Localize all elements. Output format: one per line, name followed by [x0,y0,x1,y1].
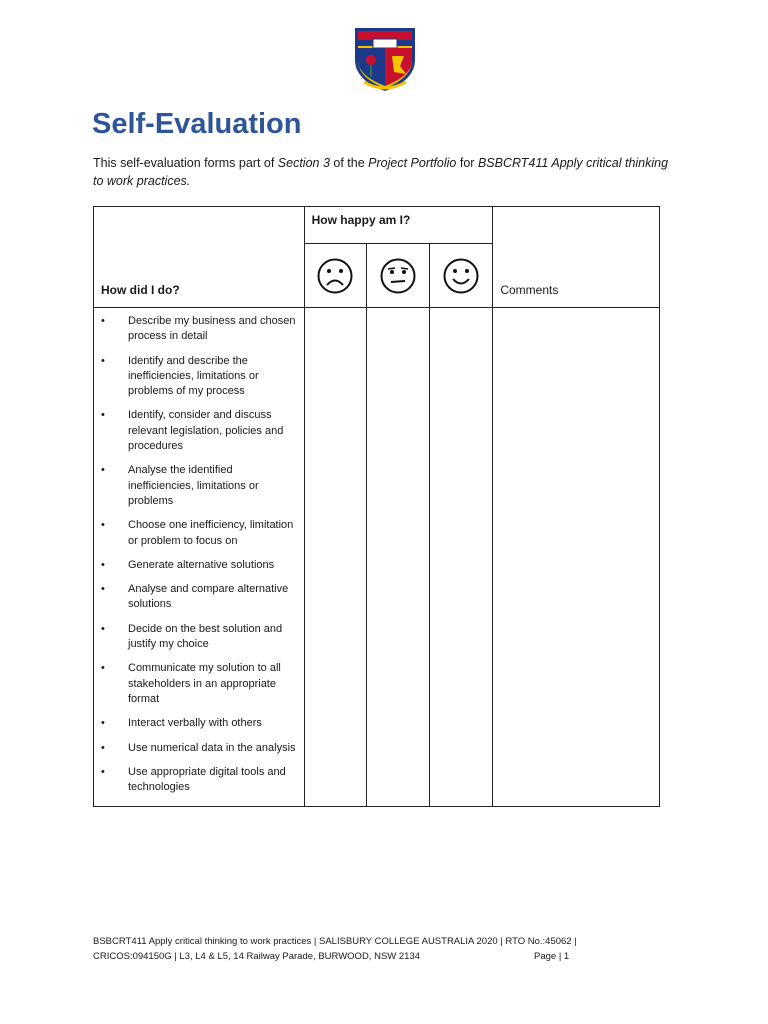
header-comments: Comments [493,207,660,308]
neutral-face-icon [379,257,417,295]
header-how-did-i-do: How did I do? [94,207,305,308]
page-number: Page | 1 [534,951,570,962]
intro-paragraph [93,154,673,190]
list-item: • Analyse and compare alternative solutions [101,583,289,611]
self-evaluation-table [93,206,660,807]
salisbury-college-crest-icon [352,22,418,92]
intro-portfolio-ref: Project Portfolio [368,156,457,170]
happy-face-icon [442,257,480,295]
neutral-face-cell[interactable] [366,244,430,308]
criteria-list [94,314,296,795]
happy-face-cell[interactable] [430,244,493,308]
page-title: Self-Evaluation [92,108,302,140]
sad-face-cell[interactable] [304,244,366,308]
list-item: • Generate alternative solutions [101,558,275,571]
list-item: • Identify, consider and discuss relevant legislation, policies and procedures [101,409,284,453]
header-how-happy: How happy am I? [304,207,493,244]
list-item: • Decide on the best solution and justify my choice [101,622,283,651]
intro-unit-ref: BSBCRT411 Apply critical thinking to work practices. [93,156,669,188]
neutral-rating-cell[interactable] [366,308,430,807]
list-item: • Use numerical data in the analysis [101,741,296,754]
sad-rating-cell[interactable] [304,308,366,807]
page-footer [93,934,653,964]
criteria-cell [94,308,305,807]
happy-rating-cell[interactable] [430,308,493,807]
list-item: • Analyse the identified inefficiencies, limitations or problems [101,464,259,507]
sad-face-icon [316,257,354,295]
comments-cell[interactable] [493,308,660,807]
list-item: • Use appropriate digital tools and technologies [101,765,286,794]
intro-section-ref: Section 3 [277,156,330,170]
intro-text-2: of the [329,156,369,170]
intro-text-3: for [456,156,478,170]
list-item: • Identify and describe the inefficiencies, limitations or problems of my process [101,354,259,398]
intro-text-1: This self-evaluation forms part of [93,156,278,170]
list-item: • Choose one inefficiency, limitation or problem to focus on [101,519,294,547]
footer-line-2: CRICOS:094150G | L3, L4 & L5, 14 Railway Parade, BURWOOD, NSW 2134 [93,951,421,962]
list-item: • Communicate my solution to all stakeholders in an appropriate format [101,662,281,705]
list-item: • Interact verbally with others [101,717,262,730]
footer-line-1: BSBCRT411 Apply critical thinking to work practices | SALISBURY COLLEGE AUSTRALIA 2020 | RTO No.:45062 | [93,936,577,947]
list-item: • Describe my business and chosen process in detail [101,315,296,343]
